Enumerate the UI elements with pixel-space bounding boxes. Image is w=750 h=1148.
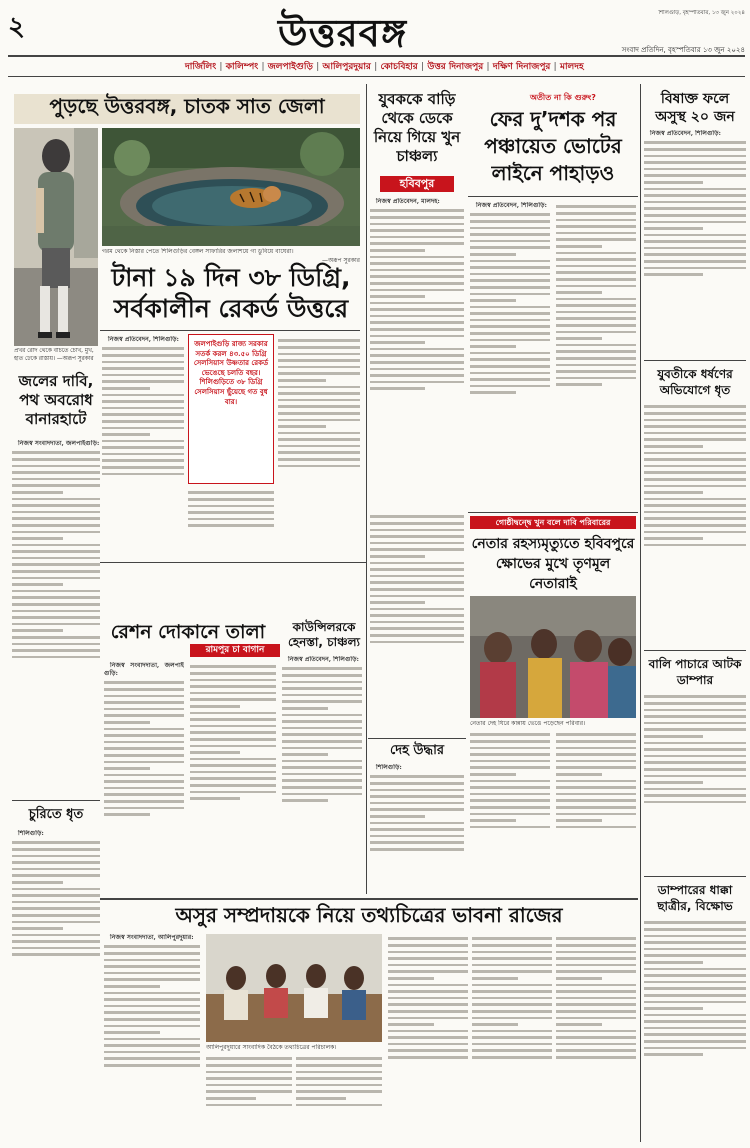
masthead-note: শিলিগুড়ি, বৃহস্পতিবার, ১৩ জুন ২০২৪ — [658, 10, 745, 16]
bottom-body-e — [472, 934, 552, 1142]
district-nav-item: কোচবিহার — [380, 62, 418, 72]
nav-separator: | — [312, 62, 323, 72]
body-text-lines — [12, 451, 100, 658]
council-byline: নিজস্ব প্রতিবেদন, শিলিগুড়ি: — [288, 656, 359, 663]
council-body — [282, 656, 362, 894]
photo2-caption — [102, 248, 360, 256]
feature-kicker: অতীত না কি গুরুং? — [530, 93, 596, 102]
body-text-lines — [104, 945, 200, 1066]
lead-body-col2b — [188, 488, 274, 558]
lead-highlight-box — [188, 334, 274, 484]
col1-byline: নিজস্ব সংবাদদাতা, জলপাইগুড়ি: — [18, 440, 100, 447]
district-nav-item: কালিম্পং — [225, 62, 259, 72]
right-headline3: বালি পাচারে আটক ডাম্পার — [648, 657, 742, 687]
body-text-lines — [470, 213, 550, 394]
feature-body-a — [470, 202, 550, 508]
habibpur-headline: নেতার রহস্যমৃত্যুতে হবিবপুরে ক্ষোভের মুখে তৃণমূল নেতারাই — [471, 536, 635, 592]
right-body4 — [644, 918, 746, 1142]
body-text-lines — [102, 347, 184, 475]
right-headline1: বিষাক্ত ফলে অসুস্থ ২০ জন — [655, 91, 735, 125]
photo-press-meet — [206, 934, 382, 1042]
right-body1 — [644, 130, 746, 356]
bottom-photo-caption: আলিপুরদুয়ারে সাংবাদিক বৈঠকে তথ্যচিত্রের পরিচালক। — [206, 1044, 337, 1051]
district-nav-item: জলপাইগুড়ি — [267, 62, 313, 72]
body-text-lines — [556, 937, 636, 1058]
lead-body-col3 — [278, 336, 360, 558]
nav-separator: | — [483, 62, 493, 72]
body-found-byline: শিলিগুড়ি: — [376, 764, 402, 771]
right-headline4: ডাম্পারের ধাক্কা ছাত্রীর, বিক্ষোভ — [657, 883, 733, 913]
ration-headline: রেশন দোকানে তালা — [110, 621, 266, 643]
page-number: ২ — [8, 12, 25, 42]
masthead-title: উত্তরবঙ্গ — [278, 10, 408, 55]
feature-byline: নিজস্ব প্রতিবেদন, শিলিগুড়ি: — [476, 202, 547, 209]
district-nav — [185, 59, 745, 73]
photo-grieving-family — [470, 596, 636, 718]
right-body3 — [644, 692, 746, 872]
photo-tiger-pool — [102, 128, 360, 246]
body-text-lines — [370, 515, 464, 643]
right-body2 — [644, 402, 746, 646]
body-text-lines — [388, 937, 468, 1058]
body-text-lines — [188, 491, 274, 527]
body-text-lines — [472, 937, 552, 1058]
habibpur-kicker: গোষ্ঠীদ্বন্দ্বে খুন বলে দাবি পরিবারের — [470, 516, 636, 529]
nav-separator: | — [258, 62, 268, 72]
habibpur-photo-caption: নেতার দেহ ঘিরে কান্নায় ভেঙে পড়েছেন পরিবার। — [470, 720, 586, 727]
right-byline1: নিজস্ব প্রতিবেদন, শিলিগুড়ি: — [650, 130, 721, 137]
body-text-lines — [370, 775, 464, 850]
body-text-lines — [206, 1057, 292, 1106]
body-text-lines — [470, 733, 550, 828]
bottom-body-a — [104, 934, 200, 1142]
feature-body-b — [556, 202, 636, 508]
bottom-body-f — [556, 934, 636, 1142]
district-nav-item: দার্জিলিং — [185, 62, 217, 72]
col1-story2-headline: চুরিতে ধৃত — [28, 807, 84, 822]
bottom-headline: অসুর সম্প্রদায়কে নিয়ে তথ্যচিত্রের ভাবনা রাজের — [175, 903, 563, 927]
photo2-caption-text: গরম থেকে নিস্তার পেতে শিলিগুড়ির বেঙ্গল সাফারির জলাশয়ে গা ডুবিয়ে বাঘেরা। — [102, 248, 294, 255]
body-text-lines — [644, 921, 746, 1055]
col1-body — [12, 440, 100, 795]
nav-separator: | — [550, 62, 560, 72]
col2-byline: নিজস্ব প্রতিবেদন, মালদহ: — [376, 198, 440, 205]
body-text-lines — [296, 1057, 382, 1106]
nav-separator: | — [417, 62, 428, 72]
photo2-credit: —অরূপ সুরকার — [321, 257, 360, 264]
body-text-lines — [644, 141, 746, 275]
lead-headline: টানা ১৯ দিন ৩৮ ডিগ্রি, সর্বকালীন রেকর্ড উত্তরে — [111, 263, 351, 323]
col2-body-lower — [370, 512, 464, 726]
habibpur-body-a — [470, 730, 550, 894]
lead-highlight-text: জলপাইগুড়ি রাজ্য সরকার সতর্ক করল ৪৩.৫০ ডিগ্রি সেলসিয়াস উষ্ণতার রেকর্ড ভেঙেছে চলতি বছর। শিলিগুড়িতে ৩৮ ডিগ্রি সেলসিয়াস ছুঁয়েছে গত বুধবার। — [193, 339, 269, 406]
col1-headline: জলের দাবি, পথ অবরোধ বানারহাটে — [18, 372, 94, 428]
ration-body-b — [190, 662, 276, 894]
district-nav-item: উত্তর দিনাজপুর — [427, 62, 484, 72]
col1-story2-byline: শিলিগুড়ি: — [18, 830, 44, 837]
council-headline: কাউন্সিলরকে হেনস্তা, চাঞ্চল্য — [287, 620, 361, 649]
district-nav-item: দক্ষিণ দিনাজপুর — [492, 62, 551, 72]
right-headline2: যুবতীকে ধর্ষণের অভিযোগে ধৃত — [657, 367, 733, 397]
photo1-caption: প্রখর রোদ থেকে বাঁচতে চোখ, মুখ, হাত ঢেকে রাস্তায়। —অরূপ সুরকার — [14, 348, 94, 362]
bottom-body-d — [388, 934, 468, 1142]
col2-location-tag: হবিবপুর — [380, 176, 454, 192]
bottom-body-b — [206, 1054, 292, 1142]
body-text-lines — [644, 695, 746, 803]
col2-body — [370, 198, 464, 508]
nav-separator: | — [370, 62, 381, 72]
body-text-lines — [370, 209, 464, 390]
date-line: সংবাদ প্রতিদিন, বৃহস্পতিবার ১৩ জুন ২০২৪ — [621, 46, 745, 54]
bottom-body-c — [296, 1054, 382, 1142]
bottom-byline: নিজস্ব সংবাদদাতা, আলিপুরদুয়ার: — [110, 934, 194, 941]
lead-banner-text: পুড়ছে উত্তরবঙ্গ, চাতক সাত জেলা — [49, 94, 325, 118]
body-found-body — [370, 764, 464, 894]
body-text-lines — [278, 339, 360, 467]
photo-person-covered-face — [14, 128, 98, 346]
district-nav-item: মালদহ — [559, 62, 584, 72]
body-text-lines — [104, 681, 184, 815]
habibpur-body-b — [556, 730, 636, 894]
district-nav-item: আলিপুরদুয়ার — [322, 62, 371, 72]
body-text-lines — [556, 205, 636, 386]
ration-byline: নিজস্ব সংবাদদাতা, জলপাইগুড়ি: — [104, 662, 184, 677]
body-text-lines — [12, 841, 100, 956]
nav-separator: | — [216, 62, 226, 72]
ration-tag: রামপুর চা বাগান — [190, 644, 280, 657]
body-text-lines — [644, 405, 746, 546]
body-text-lines — [556, 733, 636, 828]
col1-story2-body — [12, 830, 100, 1030]
body-text-lines — [190, 665, 276, 799]
body-text-lines — [282, 667, 362, 801]
col2-headline: যুবককে বাড়ি থেকে ডেকে নিয়ে গিয়ে খুন চাঞ্চল্য — [373, 90, 461, 165]
lead-body-col1 — [102, 336, 184, 558]
feature-headline: ফের দু’দশক পর পঞ্চায়েত ভোটের লাইনে পাহাড়ও — [484, 107, 622, 185]
ration-body-a — [104, 662, 184, 894]
lead-byline: নিজস্ব প্রতিবেদন, শিলিগুড়ি: — [108, 336, 179, 343]
body-found-headline: দেহ উদ্ধার — [389, 743, 445, 758]
